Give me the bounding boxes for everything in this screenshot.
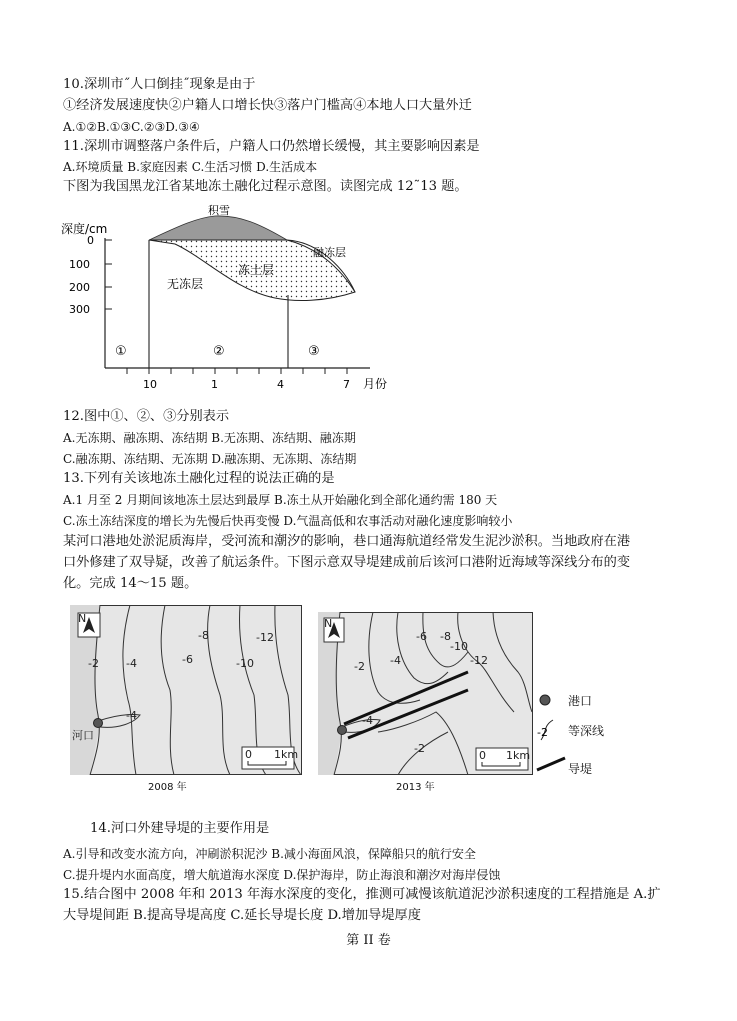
map-2008 — [70, 605, 302, 775]
q13-options-cd: C.冻土冻结深度的增长为先慢后快再变慢 D.气温高低和农事活动对融化速度影响较小 — [63, 514, 513, 528]
depth-label: -12 — [470, 654, 488, 667]
intro-14-15-line1: 某河口港地处淤泥质海岸，受河流和潮汐的影响，巷口通海航道经常发生泥沙淤积。当地政府在港 — [63, 534, 631, 549]
intro-14-15-line3: 化。完成 14～15 题。 — [63, 576, 198, 591]
q14-options-ab: A.引导和改变水流方向，冲刷淤积泥沙 B.减小海面风浪，保障船只的航行安全 — [63, 847, 476, 861]
depth-label: -12 — [256, 631, 274, 644]
q10-items: ①经济发展速度快②户籍人口增长快③落户门槛高④本地人口大量外迁 — [63, 98, 472, 113]
y-tick: 100 — [69, 258, 90, 271]
q14-options-cd: C.提升堤内水面高度，增大航道海水深度 D.保护海岸，防止海浪和潮汐对海岸侵蚀 — [63, 868, 501, 882]
y-tick: 200 — [69, 281, 90, 294]
depth-label: -4 — [126, 657, 137, 670]
depth-label: -2 — [354, 660, 365, 673]
depth-label: -8 — [440, 630, 451, 643]
frozen-soil-diagram — [55, 200, 395, 395]
depth-label: -4 — [126, 709, 137, 722]
legend-jetty-icon — [537, 758, 565, 770]
label-frozen-layer: 冻土层 — [238, 263, 275, 277]
north-label: N — [78, 612, 87, 625]
legend-port-icon — [540, 695, 550, 705]
x-tick: 10 — [143, 378, 157, 391]
depth-label: -6 — [416, 630, 427, 643]
intro-12-13: 下图为我国黑龙江省某地冻土融化过程示意图。读图完成 12˜13 题。 — [63, 179, 468, 194]
y-axis-label: 深度/cm — [61, 222, 108, 236]
y-tick: 300 — [69, 303, 90, 316]
depth-label: -2 — [88, 657, 99, 670]
q12-options-ab: A.无冻期、融冻期、冻结期 B.无冻期、冻结期、融冻期 — [63, 431, 356, 445]
q13-stem: 13.下列有关该地冻土融化过程的说法正确的是 — [63, 471, 335, 486]
scale-1km: 1km — [506, 749, 531, 762]
q15-line1: 15.结合图中 2008 年和 2013 年海水深度的变化，推测可减慢该航道泥沙淤积速度的工程措施是 A.扩 — [63, 887, 661, 902]
port-marker — [338, 726, 347, 735]
map-2013 — [318, 612, 533, 775]
q14-stem: 14.河口外建导堤的主要作用是 — [90, 821, 270, 836]
scale-1km: 1km — [274, 748, 299, 761]
place-label: 河口 — [72, 729, 94, 742]
label-unfrozen-layer: 无冻层 — [167, 277, 204, 291]
north-label: N — [324, 617, 333, 630]
map-2013-caption: 2013 年 — [396, 782, 435, 793]
q11-options: A.环境质量 B.家庭因素 C.生活习惯 D.生活成本 — [63, 160, 318, 174]
q10-options: A.①②B.①③C.②③D.③④ — [63, 120, 200, 134]
x-tick: 1 — [211, 378, 218, 391]
period-3: ③ — [308, 344, 320, 359]
depth-label: -4 — [390, 654, 401, 667]
label-melt-layer: 融冻层 — [313, 246, 346, 259]
depth-label: -2 — [414, 742, 425, 755]
legend-port-label: 港口 — [568, 694, 593, 708]
intro-14-15-line2: 口外修建了双导疑，改善了航运条件。下图示意双导堤建成前后该河口港附近海域等深线分布的变 — [63, 555, 631, 570]
depth-label: -4 — [362, 714, 373, 727]
scale-zero: 0 — [245, 748, 252, 761]
q11-stem: 11.深圳市调整落户条件后，户籍人口仍然增长缓慢，其主要影响因素是 — [63, 139, 480, 154]
y-tick: 0 — [87, 234, 94, 247]
scale-zero: 0 — [479, 749, 486, 762]
label-snow: 积雪 — [208, 204, 230, 217]
section-title: 第 II 卷 — [346, 933, 391, 948]
q15-line2: 大导堤间距 B.提高导堤高度 C.延长导堤长度 D.增加导堤厚度 — [63, 908, 421, 923]
period-2: ② — [213, 344, 225, 359]
x-tick: 4 — [277, 378, 284, 391]
x-tick: 7 — [343, 378, 350, 391]
legend-jetty-label: 导堤 — [568, 762, 593, 776]
x-axis-label: 月份 — [363, 377, 388, 391]
depth-label: -6 — [182, 653, 193, 666]
q12-options-cd: C.融冻期、冻结期、无冻期 D.融冻期、无冻期、冻结期 — [63, 452, 357, 466]
map-2008-caption: 2008 年 — [148, 782, 187, 793]
legend-isobath-label: 等深线 — [568, 724, 605, 738]
depth-label: -10 — [450, 640, 468, 653]
q13-options-ab: A.1 月至 2 月期间该地冻土层达到最厚 B.冻土从开始融化到全部化通约需 180 天 — [63, 493, 498, 507]
snow-area — [149, 216, 287, 240]
depth-label: -8 — [198, 629, 209, 642]
legend-isobath-sample: -2 — [537, 726, 548, 739]
q10-stem: 10.深圳市˝人口倒挂˝现象是由于 — [63, 77, 256, 92]
port-marker — [94, 719, 103, 728]
depth-label: -10 — [236, 657, 254, 670]
q12-stem: 12.图中①、②、③分别表示 — [63, 409, 230, 424]
period-1: ① — [115, 344, 127, 359]
